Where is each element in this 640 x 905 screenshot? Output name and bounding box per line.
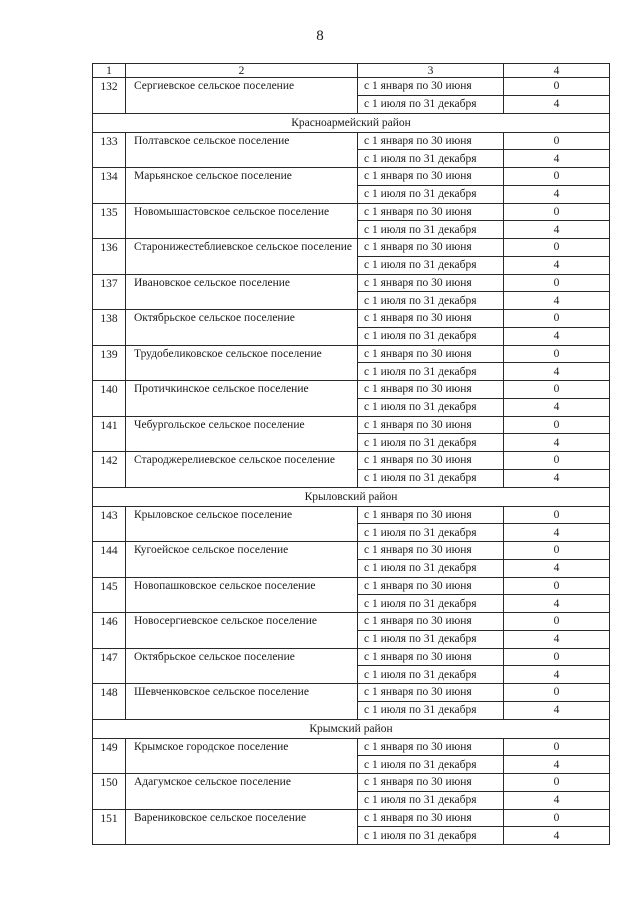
value-first-half: 0 [504, 310, 610, 328]
region-row [93, 487, 610, 506]
table-row [93, 203, 610, 221]
table-row [93, 684, 610, 702]
value-second-half: 4 [504, 150, 610, 168]
settlement-name: Полтавское сельское поселение [126, 132, 358, 168]
value-first-half: 0 [504, 132, 610, 150]
period-first-half: с 1 января по 30 июня [358, 274, 504, 292]
period-second-half: с 1 июля по 31 декабря [358, 666, 504, 684]
value-first-half: 0 [504, 613, 610, 631]
period-second-half: с 1 июля по 31 декабря [358, 595, 504, 613]
period-first-half: с 1 января по 30 июня [358, 416, 504, 434]
period-first-half: с 1 января по 30 июня [358, 648, 504, 666]
row-number: 143 [93, 506, 126, 542]
row-number: 142 [93, 452, 126, 488]
value-first-half: 0 [504, 416, 610, 434]
period-second-half: с 1 июля по 31 декабря [358, 701, 504, 719]
value-second-half: 4 [504, 398, 610, 416]
value-second-half: 4 [504, 666, 610, 684]
settlement-name: Марьянское сельское поселение [126, 168, 358, 204]
settlement-name: Староджерелиевское сельское поселение [126, 452, 358, 488]
header-cell-2: 2 [126, 64, 358, 78]
table-row [93, 577, 610, 595]
region-name: Крымский район [93, 719, 610, 738]
value-second-half: 4 [504, 185, 610, 203]
period-second-half: с 1 июля по 31 декабря [358, 150, 504, 168]
settlement-name: Адагумское сельское поселение [126, 774, 358, 810]
period-second-half: с 1 июля по 31 декабря [358, 791, 504, 809]
period-first-half: с 1 января по 30 июня [358, 684, 504, 702]
row-number: 150 [93, 774, 126, 810]
value-second-half: 4 [504, 756, 610, 774]
value-second-half: 4 [504, 595, 610, 613]
table-row [93, 168, 610, 186]
table-row [93, 613, 610, 631]
period-second-half: с 1 июля по 31 декабря [358, 559, 504, 577]
value-first-half: 0 [504, 274, 610, 292]
table-row [93, 809, 610, 827]
row-number: 149 [93, 738, 126, 774]
value-second-half: 4 [504, 221, 610, 239]
period-first-half: с 1 января по 30 июня [358, 452, 504, 470]
settlement-name: Октябрьское сельское поселение [126, 310, 358, 346]
value-first-half: 0 [504, 648, 610, 666]
value-first-half: 0 [504, 345, 610, 363]
value-first-half: 0 [504, 506, 610, 524]
table-row [93, 738, 610, 756]
value-first-half: 0 [504, 381, 610, 399]
period-first-half: с 1 января по 30 июня [358, 809, 504, 827]
value-second-half: 4 [504, 791, 610, 809]
period-second-half: с 1 июля по 31 декабря [358, 221, 504, 239]
header-row [93, 64, 610, 78]
settlement-name: Кугоейское сельское поселение [126, 542, 358, 578]
header-cell-1: 1 [93, 64, 126, 78]
table-row [93, 542, 610, 560]
settlement-name: Новомышастовское сельское поселение [126, 203, 358, 239]
period-first-half: с 1 января по 30 июня [358, 203, 504, 221]
table-row [93, 506, 610, 524]
value-second-half: 4 [504, 434, 610, 452]
period-second-half: с 1 июля по 31 декабря [358, 95, 504, 113]
row-number: 145 [93, 577, 126, 613]
row-number: 141 [93, 416, 126, 452]
settlement-name: Протичкинское сельское поселение [126, 381, 358, 417]
period-second-half: с 1 июля по 31 декабря [358, 185, 504, 203]
period-second-half: с 1 июля по 31 декабря [358, 292, 504, 310]
table-row [93, 452, 610, 470]
table-row [93, 774, 610, 792]
table-row [93, 132, 610, 150]
period-second-half: с 1 июля по 31 декабря [358, 398, 504, 416]
period-first-half: с 1 января по 30 июня [358, 168, 504, 186]
region-name: Крыловский район [93, 487, 610, 506]
table-row [93, 274, 610, 292]
value-first-half: 0 [504, 452, 610, 470]
value-second-half: 4 [504, 701, 610, 719]
period-first-half: с 1 января по 30 июня [358, 78, 504, 96]
table-body [93, 64, 610, 845]
value-second-half: 4 [504, 95, 610, 113]
row-number: 136 [93, 239, 126, 275]
table-row [93, 381, 610, 399]
value-second-half: 4 [504, 292, 610, 310]
value-first-half: 0 [504, 809, 610, 827]
value-second-half: 4 [504, 630, 610, 648]
row-number: 132 [93, 78, 126, 114]
value-first-half: 0 [504, 774, 610, 792]
settlement-name: Новопашковское сельское поселение [126, 577, 358, 613]
period-second-half: с 1 июля по 31 декабря [358, 434, 504, 452]
value-second-half: 4 [504, 469, 610, 487]
period-first-half: с 1 января по 30 июня [358, 381, 504, 399]
table-row [93, 310, 610, 328]
row-number: 140 [93, 381, 126, 417]
period-first-half: с 1 января по 30 июня [358, 310, 504, 328]
settlement-name: Октябрьское сельское поселение [126, 648, 358, 684]
value-first-half: 0 [504, 78, 610, 96]
period-second-half: с 1 июля по 31 декабря [358, 630, 504, 648]
table-row [93, 78, 610, 96]
settlement-name: Варениковское сельское поселение [126, 809, 358, 845]
region-row [93, 113, 610, 132]
period-first-half: с 1 января по 30 июня [358, 132, 504, 150]
settlements-table [92, 63, 610, 845]
value-second-half: 4 [504, 363, 610, 381]
value-second-half: 4 [504, 327, 610, 345]
period-first-half: с 1 января по 30 июня [358, 506, 504, 524]
row-number: 139 [93, 345, 126, 381]
settlement-name: Трудобеликовское сельское поселение [126, 345, 358, 381]
period-first-half: с 1 января по 30 июня [358, 345, 504, 363]
value-first-half: 0 [504, 203, 610, 221]
row-number: 144 [93, 542, 126, 578]
table-row [93, 416, 610, 434]
value-first-half: 0 [504, 168, 610, 186]
settlement-name: Старонижестеблиевское сельское поселение [126, 239, 358, 275]
table-row [93, 648, 610, 666]
settlement-name: Чебургольское сельское поселение [126, 416, 358, 452]
table-row [93, 345, 610, 363]
settlement-name: Новосергиевское сельское поселение [126, 613, 358, 649]
region-row [93, 719, 610, 738]
period-second-half: с 1 июля по 31 декабря [358, 756, 504, 774]
period-second-half: с 1 июля по 31 декабря [358, 469, 504, 487]
row-number: 134 [93, 168, 126, 204]
header-cell-4: 4 [504, 64, 610, 78]
period-second-half: с 1 июля по 31 декабря [358, 256, 504, 274]
page-number: 8 [316, 28, 324, 44]
row-number: 135 [93, 203, 126, 239]
value-second-half: 4 [504, 524, 610, 542]
row-number: 147 [93, 648, 126, 684]
settlement-name: Сергиевское сельское поселение [126, 78, 358, 114]
value-first-half: 0 [504, 577, 610, 595]
value-first-half: 0 [504, 684, 610, 702]
period-second-half: с 1 июля по 31 декабря [358, 363, 504, 381]
period-first-half: с 1 января по 30 июня [358, 577, 504, 595]
value-second-half: 4 [504, 256, 610, 274]
period-second-half: с 1 июля по 31 декабря [358, 524, 504, 542]
period-first-half: с 1 января по 30 июня [358, 239, 504, 257]
value-first-half: 0 [504, 738, 610, 756]
period-first-half: с 1 января по 30 июня [358, 738, 504, 756]
value-second-half: 4 [504, 827, 610, 845]
settlement-name: Шевченковское сельское поселение [126, 684, 358, 720]
value-first-half: 0 [504, 239, 610, 257]
period-first-half: с 1 января по 30 июня [358, 774, 504, 792]
row-number: 148 [93, 684, 126, 720]
row-number: 137 [93, 274, 126, 310]
row-number: 138 [93, 310, 126, 346]
row-number: 151 [93, 809, 126, 845]
value-first-half: 0 [504, 542, 610, 560]
table-row [93, 239, 610, 257]
row-number: 133 [93, 132, 126, 168]
settlement-name: Ивановское сельское поселение [126, 274, 358, 310]
header-cell-3: 3 [358, 64, 504, 78]
period-first-half: с 1 января по 30 июня [358, 613, 504, 631]
settlement-name: Крыловское сельское поселение [126, 506, 358, 542]
region-name: Красноармейский район [93, 113, 610, 132]
value-second-half: 4 [504, 559, 610, 577]
period-first-half: с 1 января по 30 июня [358, 542, 504, 560]
period-second-half: с 1 июля по 31 декабря [358, 827, 504, 845]
period-second-half: с 1 июля по 31 декабря [358, 327, 504, 345]
row-number: 146 [93, 613, 126, 649]
settlement-name: Крымское городское поселение [126, 738, 358, 774]
